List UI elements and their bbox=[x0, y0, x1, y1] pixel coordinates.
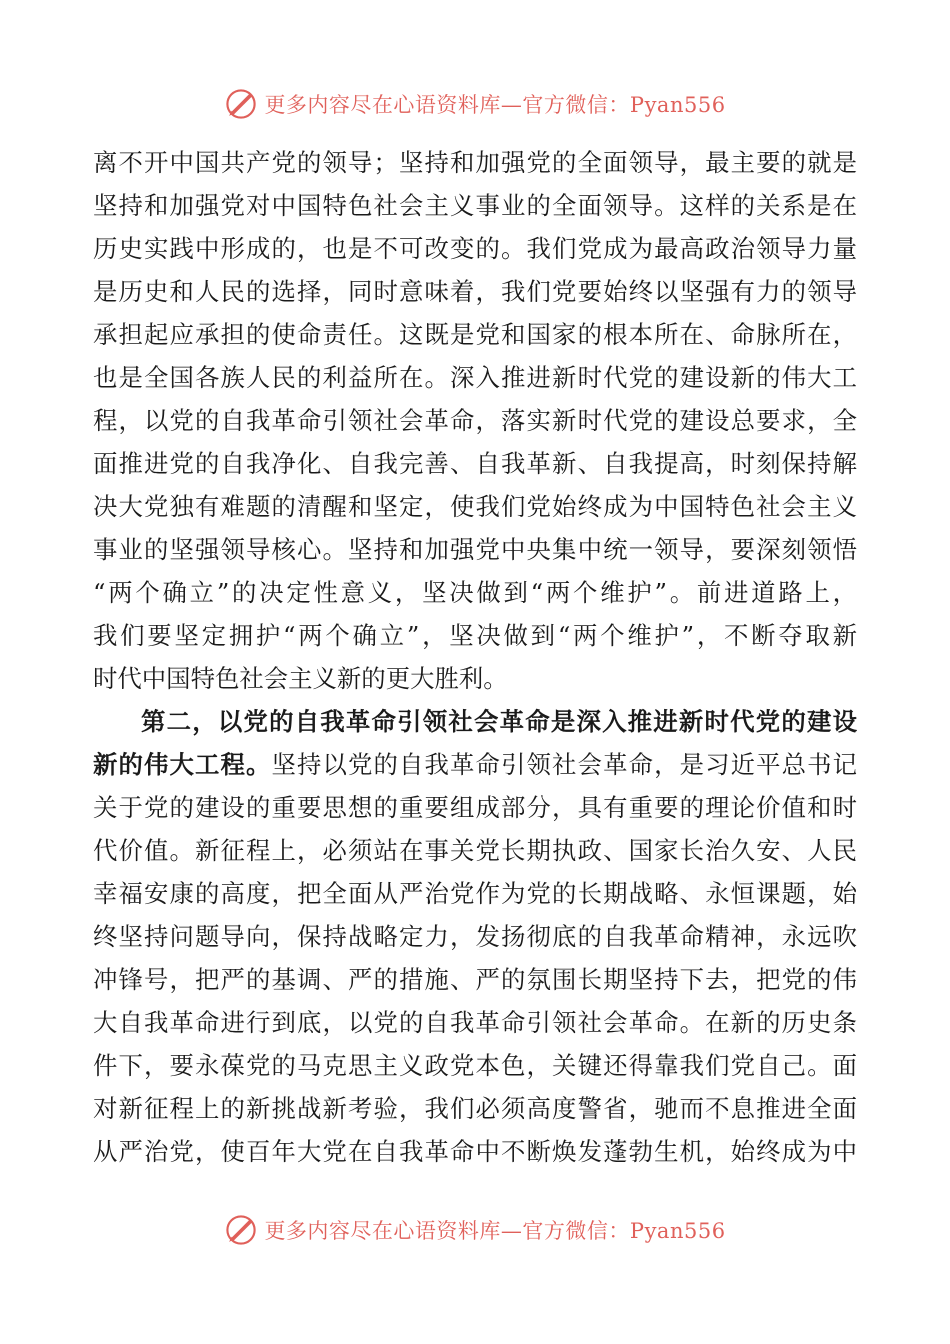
footer-banner bbox=[0, 1210, 950, 1250]
header-banner-text: 更多内容尽在心语资料库—官方微信：Pyan556 bbox=[264, 93, 726, 117]
section-heading-line: 第二，以党的自我革命引领社会革命是深入推进新时代党的建设 bbox=[141, 707, 857, 736]
text-line: 从严治党，使百年大党在自我革命中不断焕发蓬勃生机，始终成为中 bbox=[93, 1137, 857, 1166]
text-line: 终坚持问题导向，保持战略定力，发扬彻底的自我革命精神，永远吹 bbox=[93, 922, 857, 951]
text-line: 承担起应承担的使命责任。这既是党和国家的根本所在、命脉所在， bbox=[93, 320, 857, 349]
pen-logo-icon bbox=[224, 87, 258, 121]
text-line: 时代中国特色社会主义新的更大胜利。 bbox=[93, 664, 508, 693]
paragraph-1 bbox=[93, 141, 857, 700]
text-line: 大自我革命进行到底，以党的自我革命引领社会革命。在新的历史条 bbox=[93, 1008, 857, 1037]
text-line: 件下，要永葆党的马克思主义政党本色，关键还得靠我们党自己。面 bbox=[93, 1051, 857, 1080]
text-line: “两个确立”的决定性意义，坚决做到“两个维护”。前进道路上， bbox=[93, 578, 857, 607]
text-line: 事业的坚强领导核心。坚持和加强党中央集中统一领导，要深刻领悟 bbox=[93, 535, 857, 564]
text-line: 是历史和人民的选择，同时意味着，我们党要始终以坚强有力的领导 bbox=[93, 277, 857, 306]
text-line: 我们要坚定拥护“两个确立”，坚决做到“两个维护”，不断夺取新 bbox=[93, 621, 857, 650]
text-line: 冲锋号，把严的基调、严的措施、严的氛围长期坚持下去，把党的伟 bbox=[93, 965, 857, 994]
text-line: 关于党的建设的重要思想的重要组成部分，具有重要的理论价值和时 bbox=[93, 793, 857, 822]
text-line: 面推进党的自我净化、自我完善、自我革新、自我提高，时刻保持解 bbox=[93, 449, 857, 478]
text-line: 对新征程上的新挑战新考验，我们必须高度警省，驰而不息推进全面 bbox=[93, 1094, 857, 1123]
text-line: 也是全国各族人民的利益所在。深入推进新时代党的建设新的伟大工 bbox=[93, 363, 857, 392]
text-line: 坚持和加强党对中国特色社会主义事业的全面领导。这样的关系是在 bbox=[93, 191, 857, 220]
header-banner bbox=[0, 84, 950, 124]
text-line: 幸福安康的高度，把全面从严治党作为党的长期战略、永恒课题，始 bbox=[93, 879, 857, 908]
text-run: 坚持以党的自我革命引领社会革命，是习近平总书记 bbox=[271, 750, 857, 779]
footer-banner-text: 更多内容尽在心语资料库—官方微信：Pyan556 bbox=[264, 1219, 726, 1243]
text-line: 历史实践中形成的，也是不可改变的。我们党成为最高政治领导力量 bbox=[93, 234, 857, 263]
paragraph-2 bbox=[93, 700, 857, 1173]
pen-logo-icon bbox=[224, 1213, 258, 1247]
text-line bbox=[93, 743, 857, 786]
section-heading-end: 新的伟大工程。 bbox=[93, 750, 272, 779]
document-body bbox=[93, 141, 857, 1173]
text-line: 决大党独有难题的清醒和坚定，使我们党始终成为中国特色社会主义 bbox=[93, 492, 857, 521]
text-line: 离不开中国共产党的领导；坚持和加强党的全面领导，最主要的就是 bbox=[93, 148, 857, 177]
text-line: 代价值。新征程上，必须站在事关党长期执政、国家长治久安、人民 bbox=[93, 836, 857, 865]
text-line: 程，以党的自我革命引领社会革命，落实新时代党的建设总要求，全 bbox=[93, 406, 857, 435]
